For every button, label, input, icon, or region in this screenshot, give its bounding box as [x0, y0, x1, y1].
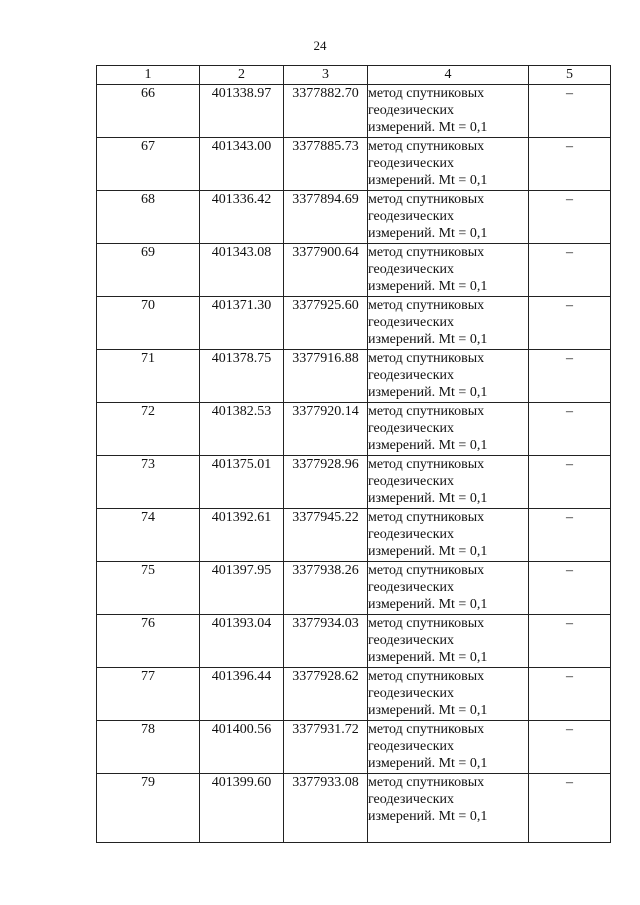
note-cell: –	[529, 297, 611, 350]
method-text-line: метод спутниковых	[368, 245, 485, 260]
note-cell: –	[529, 774, 611, 843]
coordinates-table	[96, 65, 611, 843]
method-cell	[368, 138, 529, 191]
note-cell: –	[529, 138, 611, 191]
method-text-line: измерений. Mt = 0,1	[368, 703, 488, 718]
method-text-line: метод спутниковых	[368, 192, 485, 207]
method-text-line: геодезических	[368, 633, 455, 648]
x-coordinate-cell: 401338.97	[200, 85, 284, 138]
table-row	[97, 244, 611, 297]
method-text-line: метод спутниковых	[368, 510, 485, 525]
y-coordinate-cell: 3377945.22	[284, 509, 368, 562]
x-coordinate-cell: 401336.42	[200, 191, 284, 244]
x-coordinate-cell: 401399.60	[200, 774, 284, 843]
x-coordinate-cell: 401382.53	[200, 403, 284, 456]
method-text-line: измерений. Mt = 0,1	[368, 809, 488, 824]
x-coordinate-cell: 401375.01	[200, 456, 284, 509]
table-header-row	[97, 66, 611, 85]
method-cell	[368, 721, 529, 774]
method-cell	[368, 191, 529, 244]
y-coordinate-cell: 3377882.70	[284, 85, 368, 138]
method-text-line: измерений. Mt = 0,1	[368, 491, 488, 506]
method-text-line: измерений. Mt = 0,1	[368, 544, 488, 559]
column-header-y: 3	[284, 66, 368, 85]
method-text-line: геодезических	[368, 527, 455, 542]
y-coordinate-cell: 3377920.14	[284, 403, 368, 456]
point-number-cell: 67	[97, 138, 200, 191]
table-row	[97, 297, 611, 350]
note-cell: –	[529, 403, 611, 456]
method-text-line: метод спутниковых	[368, 563, 485, 578]
method-text-line: геодезических	[368, 421, 455, 436]
note-cell: –	[529, 668, 611, 721]
method-text-line: геодезических	[368, 262, 455, 277]
note-cell: –	[529, 615, 611, 668]
note-cell: –	[529, 85, 611, 138]
method-cell	[368, 615, 529, 668]
y-coordinate-cell: 3377894.69	[284, 191, 368, 244]
method-cell	[368, 774, 529, 843]
method-cell	[368, 562, 529, 615]
table-row	[97, 721, 611, 774]
method-text-line: измерений. Mt = 0,1	[368, 756, 488, 771]
column-header-point-number: 1	[97, 66, 200, 85]
point-number-cell: 70	[97, 297, 200, 350]
y-coordinate-cell: 3377928.62	[284, 668, 368, 721]
y-coordinate-cell: 3377916.88	[284, 350, 368, 403]
x-coordinate-cell: 401343.08	[200, 244, 284, 297]
point-number-cell: 74	[97, 509, 200, 562]
y-coordinate-cell: 3377885.73	[284, 138, 368, 191]
x-coordinate-cell: 401397.95	[200, 562, 284, 615]
x-coordinate-cell: 401400.56	[200, 721, 284, 774]
method-text-line: измерений. Mt = 0,1	[368, 332, 488, 347]
note-cell: –	[529, 191, 611, 244]
method-text-line: измерений. Mt = 0,1	[368, 279, 488, 294]
y-coordinate-cell: 3377938.26	[284, 562, 368, 615]
method-text-line: измерений. Mt = 0,1	[368, 438, 488, 453]
point-number-cell: 73	[97, 456, 200, 509]
method-text-line: геодезических	[368, 368, 455, 383]
table-row	[97, 138, 611, 191]
table-row	[97, 350, 611, 403]
method-text-line: геодезических	[368, 315, 455, 330]
y-coordinate-cell: 3377933.08	[284, 774, 368, 843]
point-number-cell: 72	[97, 403, 200, 456]
table-row	[97, 456, 611, 509]
column-header-x: 2	[200, 66, 284, 85]
column-header-method: 4	[368, 66, 529, 85]
method-text-line: геодезических	[368, 156, 455, 171]
x-coordinate-cell: 401371.30	[200, 297, 284, 350]
method-text-line: измерений. Mt = 0,1	[368, 173, 488, 188]
column-header-note: 5	[529, 66, 611, 85]
method-text-line: метод спутниковых	[368, 775, 485, 790]
method-cell	[368, 350, 529, 403]
method-text-line: измерений. Mt = 0,1	[368, 385, 488, 400]
point-number-cell: 78	[97, 721, 200, 774]
method-text-line: метод спутниковых	[368, 86, 485, 101]
y-coordinate-cell: 3377925.60	[284, 297, 368, 350]
point-number-cell: 79	[97, 774, 200, 843]
method-cell	[368, 244, 529, 297]
method-text-line: метод спутниковых	[368, 669, 485, 684]
method-cell	[368, 668, 529, 721]
method-text-line: метод спутниковых	[368, 722, 485, 737]
table-row	[97, 403, 611, 456]
note-cell: –	[529, 721, 611, 774]
method-text-line: измерений. Mt = 0,1	[368, 597, 488, 612]
table-row	[97, 615, 611, 668]
table-row	[97, 562, 611, 615]
point-number-cell: 77	[97, 668, 200, 721]
method-text-line: геодезических	[368, 580, 455, 595]
method-text-line: геодезических	[368, 474, 455, 489]
method-cell	[368, 509, 529, 562]
table-row	[97, 509, 611, 562]
method-text-line: геодезических	[368, 686, 455, 701]
point-number-cell: 71	[97, 350, 200, 403]
table-row	[97, 85, 611, 138]
x-coordinate-cell: 401392.61	[200, 509, 284, 562]
note-cell: –	[529, 562, 611, 615]
method-text-line: метод спутниковых	[368, 139, 485, 154]
method-text-line: метод спутниковых	[368, 404, 485, 419]
note-cell: –	[529, 509, 611, 562]
y-coordinate-cell: 3377934.03	[284, 615, 368, 668]
method-text-line: геодезических	[368, 739, 455, 754]
method-text-line: геодезических	[368, 792, 455, 807]
method-cell	[368, 456, 529, 509]
x-coordinate-cell: 401343.00	[200, 138, 284, 191]
y-coordinate-cell: 3377928.96	[284, 456, 368, 509]
note-cell: –	[529, 456, 611, 509]
table-row	[97, 774, 611, 843]
method-cell	[368, 85, 529, 138]
table-row	[97, 191, 611, 244]
point-number-cell: 69	[97, 244, 200, 297]
note-cell: –	[529, 350, 611, 403]
point-number-cell: 66	[97, 85, 200, 138]
point-number-cell: 68	[97, 191, 200, 244]
y-coordinate-cell: 3377931.72	[284, 721, 368, 774]
method-text-line: метод спутниковых	[368, 351, 485, 366]
note-cell: –	[529, 244, 611, 297]
point-number-cell: 76	[97, 615, 200, 668]
method-text-line: метод спутниковых	[368, 616, 485, 631]
method-text-line: измерений. Mt = 0,1	[368, 226, 488, 241]
x-coordinate-cell: 401393.04	[200, 615, 284, 668]
method-text-line: измерений. Mt = 0,1	[368, 650, 488, 665]
table-row	[97, 668, 611, 721]
x-coordinate-cell: 401378.75	[200, 350, 284, 403]
method-text-line: геодезических	[368, 103, 455, 118]
x-coordinate-cell: 401396.44	[200, 668, 284, 721]
method-cell	[368, 403, 529, 456]
method-text-line: метод спутниковых	[368, 298, 485, 313]
method-cell	[368, 297, 529, 350]
method-text-line: измерений. Mt = 0,1	[368, 120, 488, 135]
y-coordinate-cell: 3377900.64	[284, 244, 368, 297]
table-body	[97, 85, 611, 843]
method-text-line: метод спутниковых	[368, 457, 485, 472]
point-number-cell: 75	[97, 562, 200, 615]
method-text-line: геодезических	[368, 209, 455, 224]
page-number: 24	[313, 38, 327, 53]
